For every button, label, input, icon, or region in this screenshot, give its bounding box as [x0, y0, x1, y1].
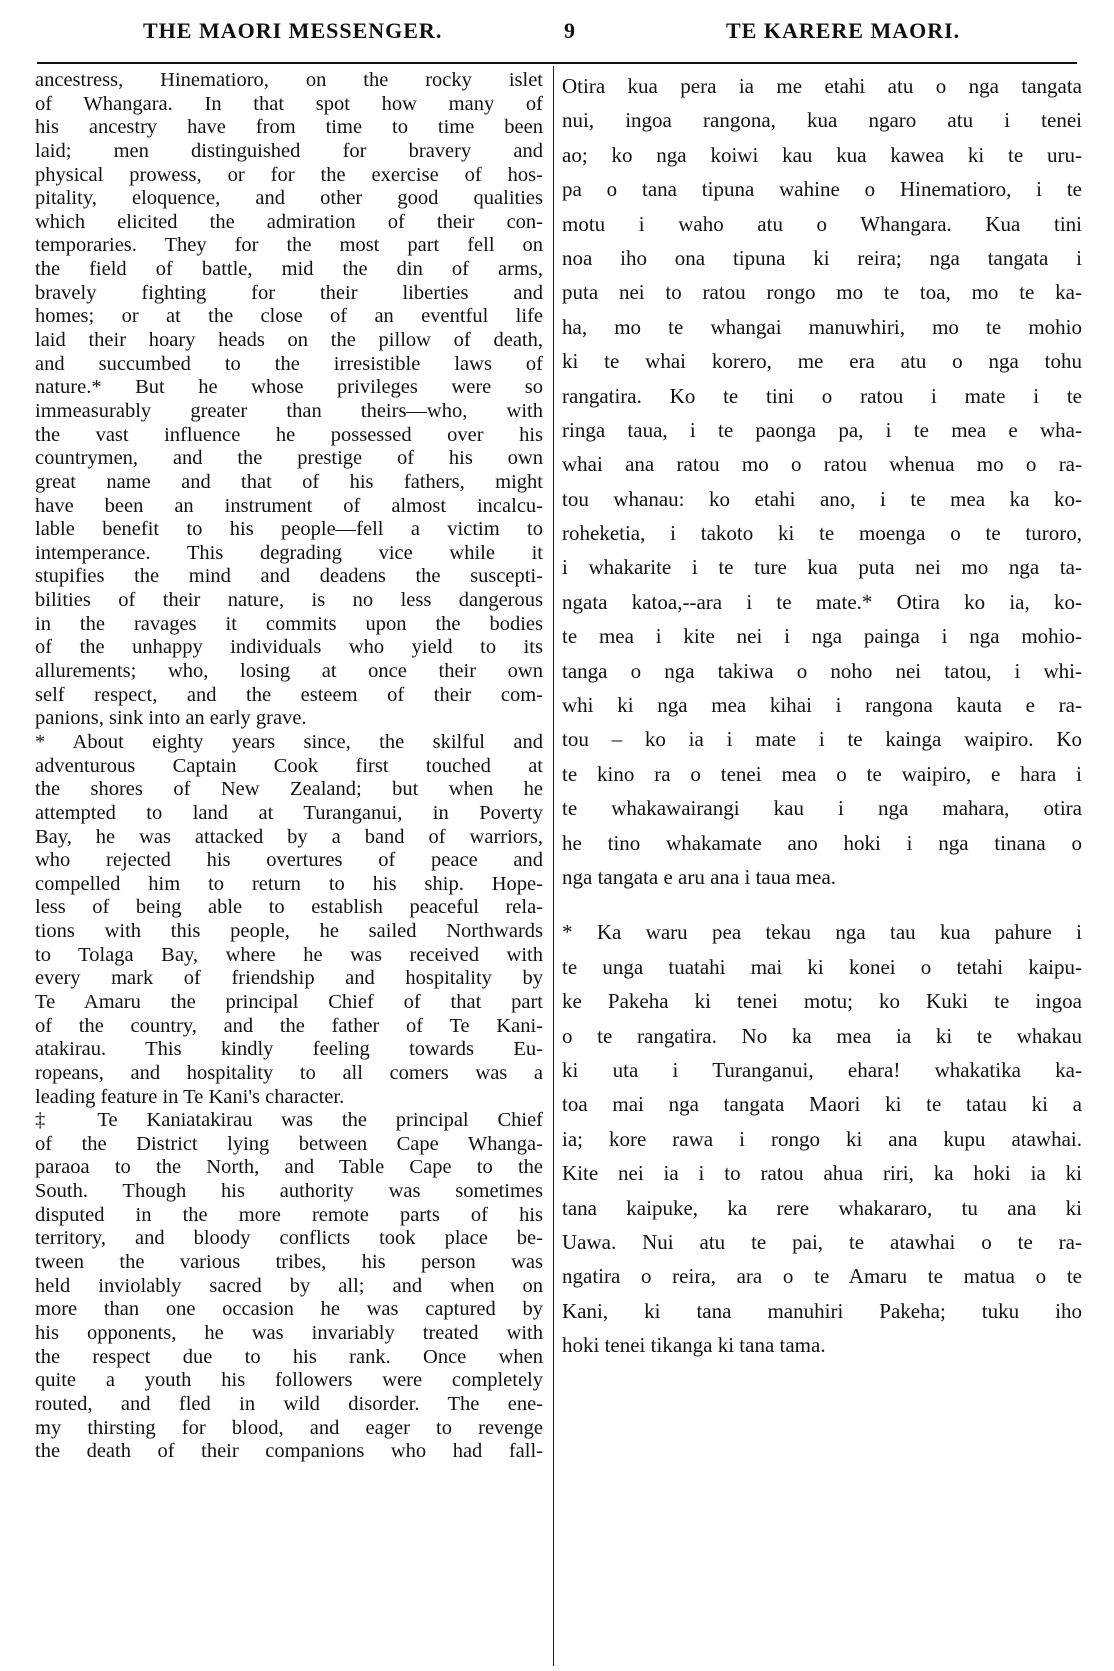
masthead-english: THE MAORI MESSENGER. — [143, 18, 443, 43]
text-line: South. Though his authority was sometimes — [35, 1180, 543, 1203]
text-line: ke Pakeha ki tenei motu; ko Kuki te ingoa — [562, 989, 1082, 1014]
text-line: panions, sink into an early grave. — [35, 707, 307, 730]
text-line: compelled him to return to his ship. Hope- — [35, 872, 543, 895]
text-line: routed, and fled in wild disorder. The ene- — [35, 1392, 543, 1415]
text-line: his ancestry have from time to time been — [35, 116, 543, 139]
text-line: puta nei to ratou rongo mo te toa, mo te ka- — [562, 280, 1082, 305]
text-line: i whakarite i te ture kua puta nei mo nga ta- — [562, 555, 1082, 580]
text-line: more than one occasion he was captured by — [35, 1298, 543, 1321]
text-line: Kite nei ia i to ratou ahua riri, ka hoki ia ki — [562, 1161, 1082, 1186]
text-line: the field of battle, mid the din of arms, — [35, 258, 543, 281]
text-line: pa o tana tipuna wahine o Hinematioro, i te — [562, 177, 1082, 202]
text-line: lable benefit to his people—fell a victim to — [35, 518, 543, 541]
text-line: of the country, and the father of Te Kani- — [35, 1014, 543, 1037]
text-line: Kani, ki tana manuhiri Pakeha; tuku iho — [562, 1298, 1082, 1323]
text-line: laid their hoary heads on the pillow of death, — [35, 329, 543, 352]
text-line: tana kaipuke, ka rere whakararo, tu ana ki — [562, 1195, 1082, 1220]
text-line: whai ana ratou mo o ratou whenua mo o ra- — [562, 452, 1082, 477]
masthead-maori: TE KARERE MAORI. — [726, 18, 961, 43]
text-line: of the District lying between Cape Whanga- — [35, 1132, 543, 1155]
text-line: the shores of New Zealand; but when he — [35, 778, 543, 801]
text-line: attempted to land at Turanganui, in Poverty — [35, 801, 543, 824]
text-line: te kino ra o tenei mea o te waipiro, e hara i — [562, 761, 1082, 786]
text-line: homes; or at the close of an eventful life — [35, 305, 543, 328]
english-paragraph-2 — [35, 731, 543, 1109]
text-line: motu i waho atu o Whangara. Kua tini — [562, 211, 1082, 236]
text-line: of the unhappy individuals who yield to its — [35, 636, 543, 659]
text-line: o te rangatira. No ka mea ia ki te whakau — [562, 1023, 1082, 1048]
text-line: nature.* But he whose privileges were so — [35, 376, 543, 399]
text-line: of Whangara. In that spot how many of — [35, 92, 543, 115]
text-line: great name and that of his fathers, might — [35, 470, 543, 493]
text-line: every mark of friendship and hospitality by — [35, 967, 543, 990]
text-line: immeasurably greater than theirs—who, with — [35, 399, 543, 422]
text-line: tanga o nga takiwa o noho nei tatou, i whi- — [562, 658, 1082, 683]
text-line: less of being able to establish peaceful rela- — [35, 896, 543, 919]
text-line: my thirsting for blood, and eager to revenge — [35, 1416, 543, 1439]
text-line: te unga tuatahi mai ki konei o tetahi kaipu- — [562, 954, 1082, 979]
text-line: paraoa to the North, and Table Cape to the — [35, 1156, 543, 1179]
text-line: intemperance. This degrading vice while it — [35, 541, 543, 564]
maori-paragraph-2 — [562, 915, 1082, 1362]
page-number: 9 — [564, 18, 576, 43]
text-line: countrymen, and the prestige of his own — [35, 447, 543, 470]
text-line: the vast influence he possessed over his — [35, 423, 543, 446]
text-line: temporaries. They for the most part fell on — [35, 234, 543, 257]
text-line: bravely fighting for their liberties and — [35, 281, 543, 304]
text-line: te whakawairangi kau i nga mahara, otira — [562, 796, 1082, 821]
text-line: ha, mo te whangai manuwhiri, mo te mohio — [562, 314, 1082, 339]
text-line: Uawa. Nui atu te pai, te atawhai o te ra- — [562, 1229, 1082, 1254]
header-rule — [37, 62, 1077, 64]
text-line: Otira kua pera ia me etahi atu o nga tangata — [562, 74, 1082, 98]
text-line: ringa taua, i te paonga pa, i te mea e wha- — [562, 417, 1082, 442]
text-line: territory, and bloody conflicts took place be- — [35, 1227, 543, 1250]
text-line: ngatira o reira, ara o te Amaru te matua o te — [562, 1264, 1082, 1289]
column-divider — [553, 66, 554, 1666]
text-line: noa iho ona tipuna ki reira; nga tangata i — [562, 245, 1082, 270]
text-line: ki uta i Turanganui, ehara! whakatika ka- — [562, 1057, 1082, 1082]
text-line: adventurous Captain Cook first touched at — [35, 754, 543, 777]
text-line: bilities of their nature, is no less dangerous — [35, 589, 543, 612]
text-line: laid; men distinguished for bravery and — [35, 139, 543, 162]
text-line: toa mai nga tangata Maori ki te tatau ki a — [562, 1092, 1082, 1117]
text-line: in the ravages it commits upon the bodies — [35, 612, 543, 635]
text-line: allurements; who, losing at once their own — [35, 660, 543, 683]
text-line: held inviolably sacred by all; and when on — [35, 1274, 543, 1297]
english-paragraph-1 — [35, 69, 543, 731]
text-line: have been an instrument of almost incalcu- — [35, 494, 543, 517]
text-line: stupifies the mind and deadens the suscepti- — [35, 565, 543, 588]
maori-paragraph-1 — [562, 69, 1082, 894]
text-line: tween the various tribes, his person was — [35, 1251, 543, 1274]
text-line: ia; kore rawa i rongo ki ana kupu atawhai. — [562, 1126, 1082, 1151]
text-line: ki te whai korero, me era atu o nga tohu — [562, 349, 1082, 374]
text-line: his opponents, he was invariably treated with — [35, 1321, 543, 1344]
text-line: disputed in the more remote parts of his — [35, 1203, 543, 1226]
text-line: the respect due to his rank. Once when — [35, 1345, 543, 1368]
text-line: rangatira. Ko te tini o ratou i mate i te — [562, 383, 1082, 408]
text-line: nga tangata e aru ana i taua mea. — [562, 864, 837, 889]
text-line: the death of their companions who had fall- — [35, 1440, 543, 1463]
text-line: ropeans, and hospitality to all comers was a — [35, 1061, 543, 1084]
text-line: leading feature in Te Kani's character. — [35, 1085, 345, 1108]
text-line: hoki tenei tikanga ki tana tama. — [562, 1333, 826, 1358]
text-line: ancestress, Hinematioro, on the rocky islet — [35, 69, 543, 91]
text-line: ngata katoa,--ara i te mate.* Otira ko ia, ko- — [562, 589, 1082, 614]
text-line: physical prowess, or for the exercise of hos- — [35, 163, 543, 186]
text-line: Bay, he was attacked by a band of warriors, — [35, 825, 543, 848]
text-line: ao; ko nga koiwi kau kua kawea ki te uru- — [562, 142, 1082, 167]
text-line: * About eighty years since, the skilful and — [35, 730, 543, 753]
text-line: ‡ Te Kaniatakirau was the principal Chief — [35, 1109, 543, 1132]
text-line: which elicited the admiration of their con- — [35, 210, 543, 233]
text-line: he tino whakamate ano hoki i nga tinana o — [562, 830, 1082, 855]
text-line: self respect, and the esteem of their com- — [35, 683, 543, 706]
text-line: to Tolaga Bay, where he was received with — [35, 943, 543, 966]
text-line: nui, ingoa rangona, kua ngaro atu i tenei — [562, 108, 1082, 133]
text-line: who rejected his overtures of peace and — [35, 849, 543, 872]
text-line: roheketia, i takoto ki te moenga o te turoro, — [562, 521, 1082, 546]
text-line: tou whanau: ko etahi ano, i te mea ka ko- — [562, 486, 1082, 511]
maori-column — [562, 69, 1082, 1362]
text-line: te mea i kite nei i nga painga i nga mohio- — [562, 624, 1082, 649]
english-paragraph-3 — [35, 1109, 543, 1464]
text-line: * Ka waru pea tekau nga tau kua pahure i — [562, 920, 1082, 945]
text-line: tou – ko ia i mate i te kainga waipiro. Ko — [562, 727, 1082, 752]
english-column — [35, 69, 543, 1464]
text-line: and succumbed to the irresistible laws of — [35, 352, 543, 375]
paragraph-gap — [562, 894, 1082, 915]
text-line: Te Amaru the principal Chief of that part — [35, 990, 543, 1013]
text-line: whi ki nga mea kihai i rangona kauta e ra- — [562, 693, 1082, 718]
text-line: tions with this people, he sailed Northwards — [35, 920, 543, 943]
text-line: atakirau. This kindly feeling towards Eu- — [35, 1038, 543, 1061]
text-line: pitality, eloquence, and other good qualities — [35, 187, 543, 210]
text-line: quite a youth his followers were completely — [35, 1369, 543, 1392]
